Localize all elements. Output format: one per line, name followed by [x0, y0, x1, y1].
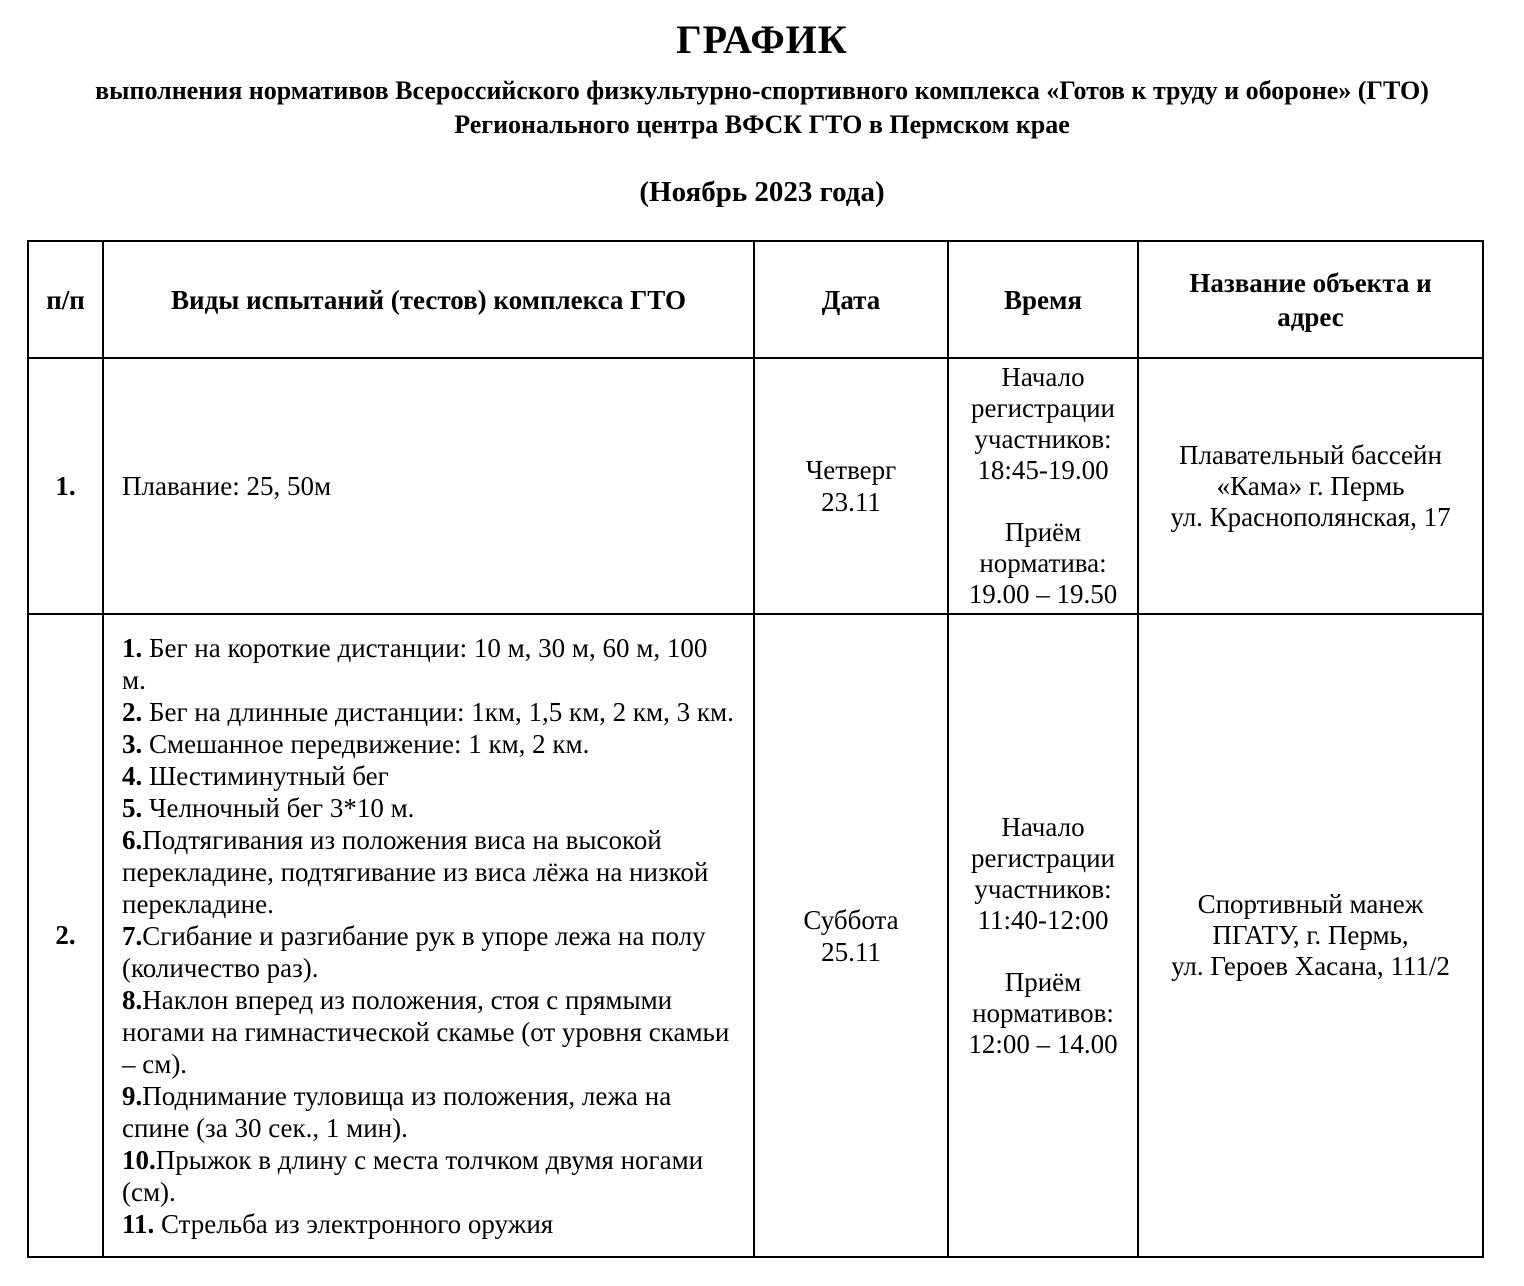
row-2-number: 2. [28, 614, 103, 1257]
test-item: 4. Шестиминутный бег [122, 760, 389, 791]
table-row-2 [28, 614, 1483, 1257]
row-2-time-cell [948, 614, 1138, 1257]
venue-city: ПГАТУ, г. Пермь, [1212, 920, 1409, 950]
col-header-venue: Название объекта и адрес [1138, 241, 1483, 358]
venue-city: «Кама» г. Пермь [1216, 470, 1405, 501]
venue-address: ул. Краснополянская, 17 [1170, 501, 1451, 532]
table-header-row [28, 241, 1483, 358]
test-item: 9.Поднимание туловища из положения, лежа на спине (за 30 сек., 1 мин). [122, 1080, 672, 1143]
col-header-date: Дата [754, 241, 948, 358]
test-item: 2. Бег на длинные дистанции: 1км, 1,5 км, 2 км, 3 км. [122, 696, 734, 727]
time-registration-block: Начало регистрации участников: 18:45-19.00 [971, 362, 1115, 485]
subtitle-line-1: выполнения нормативов Всероссийского физкультурно-спортивного комплекса «Готов к труду и обороне» (ГТО) [95, 76, 1429, 105]
test-item: 8.Наклон вперед из положения, стоя с прямыми ногами на гимнастической скамье (от уровня скамьи – см). [122, 984, 730, 1079]
time-testing-block: Приём норматива: 19.00 – 19.50 [968, 517, 1118, 609]
date-number: 23.11 [821, 487, 881, 517]
row-1-venue-cell [1138, 358, 1483, 614]
row-1-time-cell [948, 358, 1138, 614]
date-day: Суббота [803, 904, 899, 935]
venue-name: Плавательный бассейн [1179, 439, 1442, 470]
test-item: 11. Стрельба из электронного оружия [122, 1208, 554, 1239]
table-row-1 [28, 358, 1483, 614]
spacer [955, 486, 1131, 517]
row-1-tests-cell [103, 358, 754, 614]
schedule-table [27, 240, 1484, 1258]
col-header-time: Время [948, 241, 1138, 358]
test-item: 3. Смешанное передвижение: 1 км, 2 км. [122, 728, 590, 759]
venue-name: Спортивный манеж [1197, 889, 1424, 919]
test-item: 7.Сгибание и разгибание рук в упоре лежа на полу (количество раз). [122, 920, 706, 983]
test-item: 5. Челночный бег 3*10 м. [122, 792, 415, 823]
test-item: Плавание: 25, 50м [122, 471, 332, 501]
row-2-date-cell [754, 614, 948, 1257]
venue-address: ул. Героев Хасана, 111/2 [1171, 951, 1450, 981]
date-number: 25.11 [821, 936, 881, 967]
test-item: 1. Бег на короткие дистанции: 10 м, 30 м, 60 м, 100 м. [122, 632, 708, 695]
spacer [955, 936, 1131, 967]
time-testing-block: Приём нормативов: 12:00 – 14.00 [968, 966, 1118, 1059]
row-1-number: 1. [28, 358, 103, 614]
row-1-date-cell [754, 358, 948, 614]
date-day: Четверг [805, 455, 897, 485]
page-title: ГРАФИК [676, 17, 848, 62]
row-2-venue-cell [1138, 614, 1483, 1257]
subtitle-line-2: Регионального центра ВФСК ГТО в Пермском крае [454, 110, 1070, 139]
period-label: (Ноябрь 2023 года) [639, 176, 885, 208]
test-item: 6.Подтягивания из положения виса на высокой перекладине, подтягивание из виса лёжа на низкой перекладине. [122, 824, 709, 919]
row-2-tests-cell [103, 614, 754, 1257]
col-header-tests: Виды испытаний (тестов) комплекса ГТО [103, 241, 754, 358]
document-subtitle [0, 74, 1524, 142]
time-registration-block: Начало регистрации участников: 11:40-12:00 [971, 811, 1115, 935]
col-header-num: п/п [28, 241, 103, 358]
test-item: 10.Прыжок в длину с места толчком двумя ногами (см). [122, 1144, 704, 1207]
